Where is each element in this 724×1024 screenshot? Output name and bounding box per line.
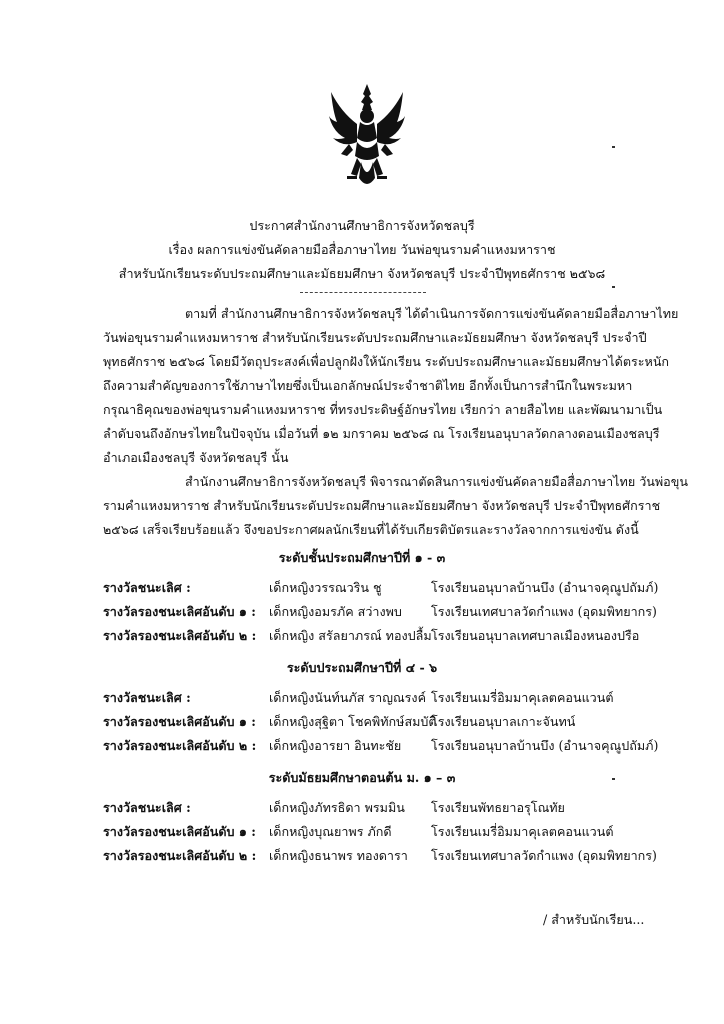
school-name: โรงเรียนเมรี่อิมมาคุเลตคอนแวนต์ — [431, 824, 614, 839]
award-label: รางวัลรองชนะเลิศอันดับ ๑ : — [103, 714, 256, 729]
paragraph-line: ลำดับจนถึงอักษรไทยในปัจจุบัน เมื่อวันที่ ๑๒ มกราคม ๒๕๖๘ ณ โรงเรียนอนุบาลวัดกลางดอนเมืองชลบุรี — [103, 426, 660, 441]
separator-line — [300, 292, 426, 293]
paragraph-line: พุทธศักราช ๒๕๖๘ โดยมีวัตถุประสงค์เพื่อปลูกฝังให้นักเรียน ระดับประถมศึกษาและมัธยมศึกษาได้ตระหนัก — [103, 354, 670, 369]
paragraph-line: สำนักงานศึกษาธิการจังหวัดชลบุรี พิจารณาตัดสินการแข่งขันคัดลายมือสื่อภาษาไทย วันพ่อขุน — [185, 474, 688, 489]
student-name: เด็กหญิงภัทรธิดา พรมมิน — [269, 800, 405, 815]
school-name: โรงเรียนอนุบาลบ้านบึง (อำนาจคุณูปถัมภ์) — [431, 580, 659, 595]
award-label: รางวัลรองชนะเลิศอันดับ ๒ : — [103, 738, 257, 753]
award-label: รางวัลรองชนะเลิศอันดับ ๑ : — [103, 824, 256, 839]
award-label: รางวัลชนะเลิศ : — [103, 800, 191, 815]
section-heading: ระดับมัธยมศึกษาตอนต้น ม. ๑ – ๓ — [268, 770, 456, 785]
scan-speck — [612, 286, 615, 288]
student-name: เด็กหญิงอมรภัค สว่างพบ — [269, 604, 402, 619]
school-name: โรงเรียนพัทธยาอรุโณทัย — [431, 800, 565, 815]
paragraph-line: วันพ่อขุนรามคำแหงมหาราช สำหรับนักเรียนระดับประถมศึกษาและมัธยมศึกษา จังหวัดชลบุรี ประจำปี — [103, 330, 647, 345]
student-name: เด็กหญิงสุฐิตา โชคพิทักษ์สมบัติ — [269, 714, 437, 729]
paragraph-line: ตามที่ สำนักงานศึกษาธิการจังหวัดชลบุรี ได้ดำเนินการจัดการแข่งขันคัดลายมือสื่อภาษาไทย — [185, 306, 679, 321]
school-name: โรงเรียนอนุบาลเกาะจันทน์ — [431, 714, 576, 729]
school-name: โรงเรียนเมรี่อิมมาคุเลตคอนแวนต์ — [431, 690, 614, 705]
paragraph-line: รามคำแหงมหาราช สำหรับนักเรียนระดับประถมศึกษาและมัธยมศึกษา จังหวัดชลบุรี ประจำปีพุทธศักราช — [103, 498, 661, 513]
student-name: เด็กหญิงวรรณวริน ชู — [269, 580, 382, 595]
scan-speck — [612, 146, 615, 148]
paragraph-line: ถึงความสำคัญของการใช้ภาษาไทยซึ่งเป็นเอกลักษณ์ประจำชาติไทย อีกทั้งเป็นการสำนึกในพระมหา — [103, 378, 633, 393]
school-name: โรงเรียนเทศบาลวัดกำแพง (อุดมพิทยากร) — [431, 604, 657, 619]
student-name: เด็กหญิงนันท์นภัส ราญณรงค์ — [269, 690, 426, 705]
scan-speck — [612, 778, 615, 780]
student-name: เด็กหญิงอารยา อินทะชัย — [269, 738, 402, 753]
award-label: รางวัลรองชนะเลิศอันดับ ๒ : — [103, 628, 257, 643]
garuda-emblem — [327, 82, 407, 192]
award-label: รางวัลชนะเลิศ : — [103, 580, 191, 595]
award-label: รางวัลรองชนะเลิศอันดับ ๑ : — [103, 604, 256, 619]
announcement-subject-line2: สำหรับนักเรียนระดับประถมศึกษาและมัธยมศึกษา จังหวัดชลบุรี ประจำปีพุทธศักราช ๒๕๖๘ — [118, 266, 606, 281]
school-name: โรงเรียนอนุบาลบ้านบึง (อำนาจคุณูปถัมภ์) — [431, 738, 659, 753]
student-name: เด็กหญิงบุณยาพร ภักดี — [269, 824, 392, 839]
award-label: รางวัลรองชนะเลิศอันดับ ๒ : — [103, 848, 257, 863]
announcement-title: ประกาศสำนักงานศึกษาธิการจังหวัดชลบุรี — [249, 218, 475, 233]
paragraph-line: อำเภอเมืองชลบุรี จังหวัดชลบุรี นั้น — [103, 450, 289, 465]
student-name: เด็กหญิงธนาพร ทองดารา — [269, 848, 408, 863]
section-heading: ระดับชั้นประถมศึกษาปีที่ ๑ - ๓ — [278, 550, 446, 565]
student-name: เด็กหญิง สรัลยาภรณ์ ทองปลื้ม — [269, 628, 432, 643]
school-name: โรงเรียนอนุบาลเทศบาลเมืองหนองปรือ — [431, 628, 640, 643]
continuation-note: / สำหรับนักเรียน... — [543, 912, 645, 927]
award-label: รางวัลชนะเลิศ : — [103, 690, 191, 705]
section-heading: ระดับประถมศึกษาปีที่ ๔ - ๖ — [286, 660, 438, 675]
school-name: โรงเรียนเทศบาลวัดกำแพง (อุดมพิทยากร) — [431, 848, 657, 863]
announcement-subject: เรื่อง ผลการแข่งขันคัดลายมือสื่อภาษาไทย วันพ่อขุนรามคำแหงมหาราช — [168, 242, 556, 257]
paragraph-line: ๒๕๖๘ เสร็จเรียบร้อยแล้ว จึงขอประกาศผลนักเรียนที่ได้รับเกียรติบัตรและรางวัลจากการแข่งขัน ดังนี้ — [103, 522, 639, 537]
paragraph-line: กรุณาธิคุณของพ่อขุนรามคำแหงมหาราช ที่ทรงประดิษฐ์อักษรไทย เรียกว่า ลายสือไทย และพัฒนามาเป็น — [103, 402, 663, 417]
